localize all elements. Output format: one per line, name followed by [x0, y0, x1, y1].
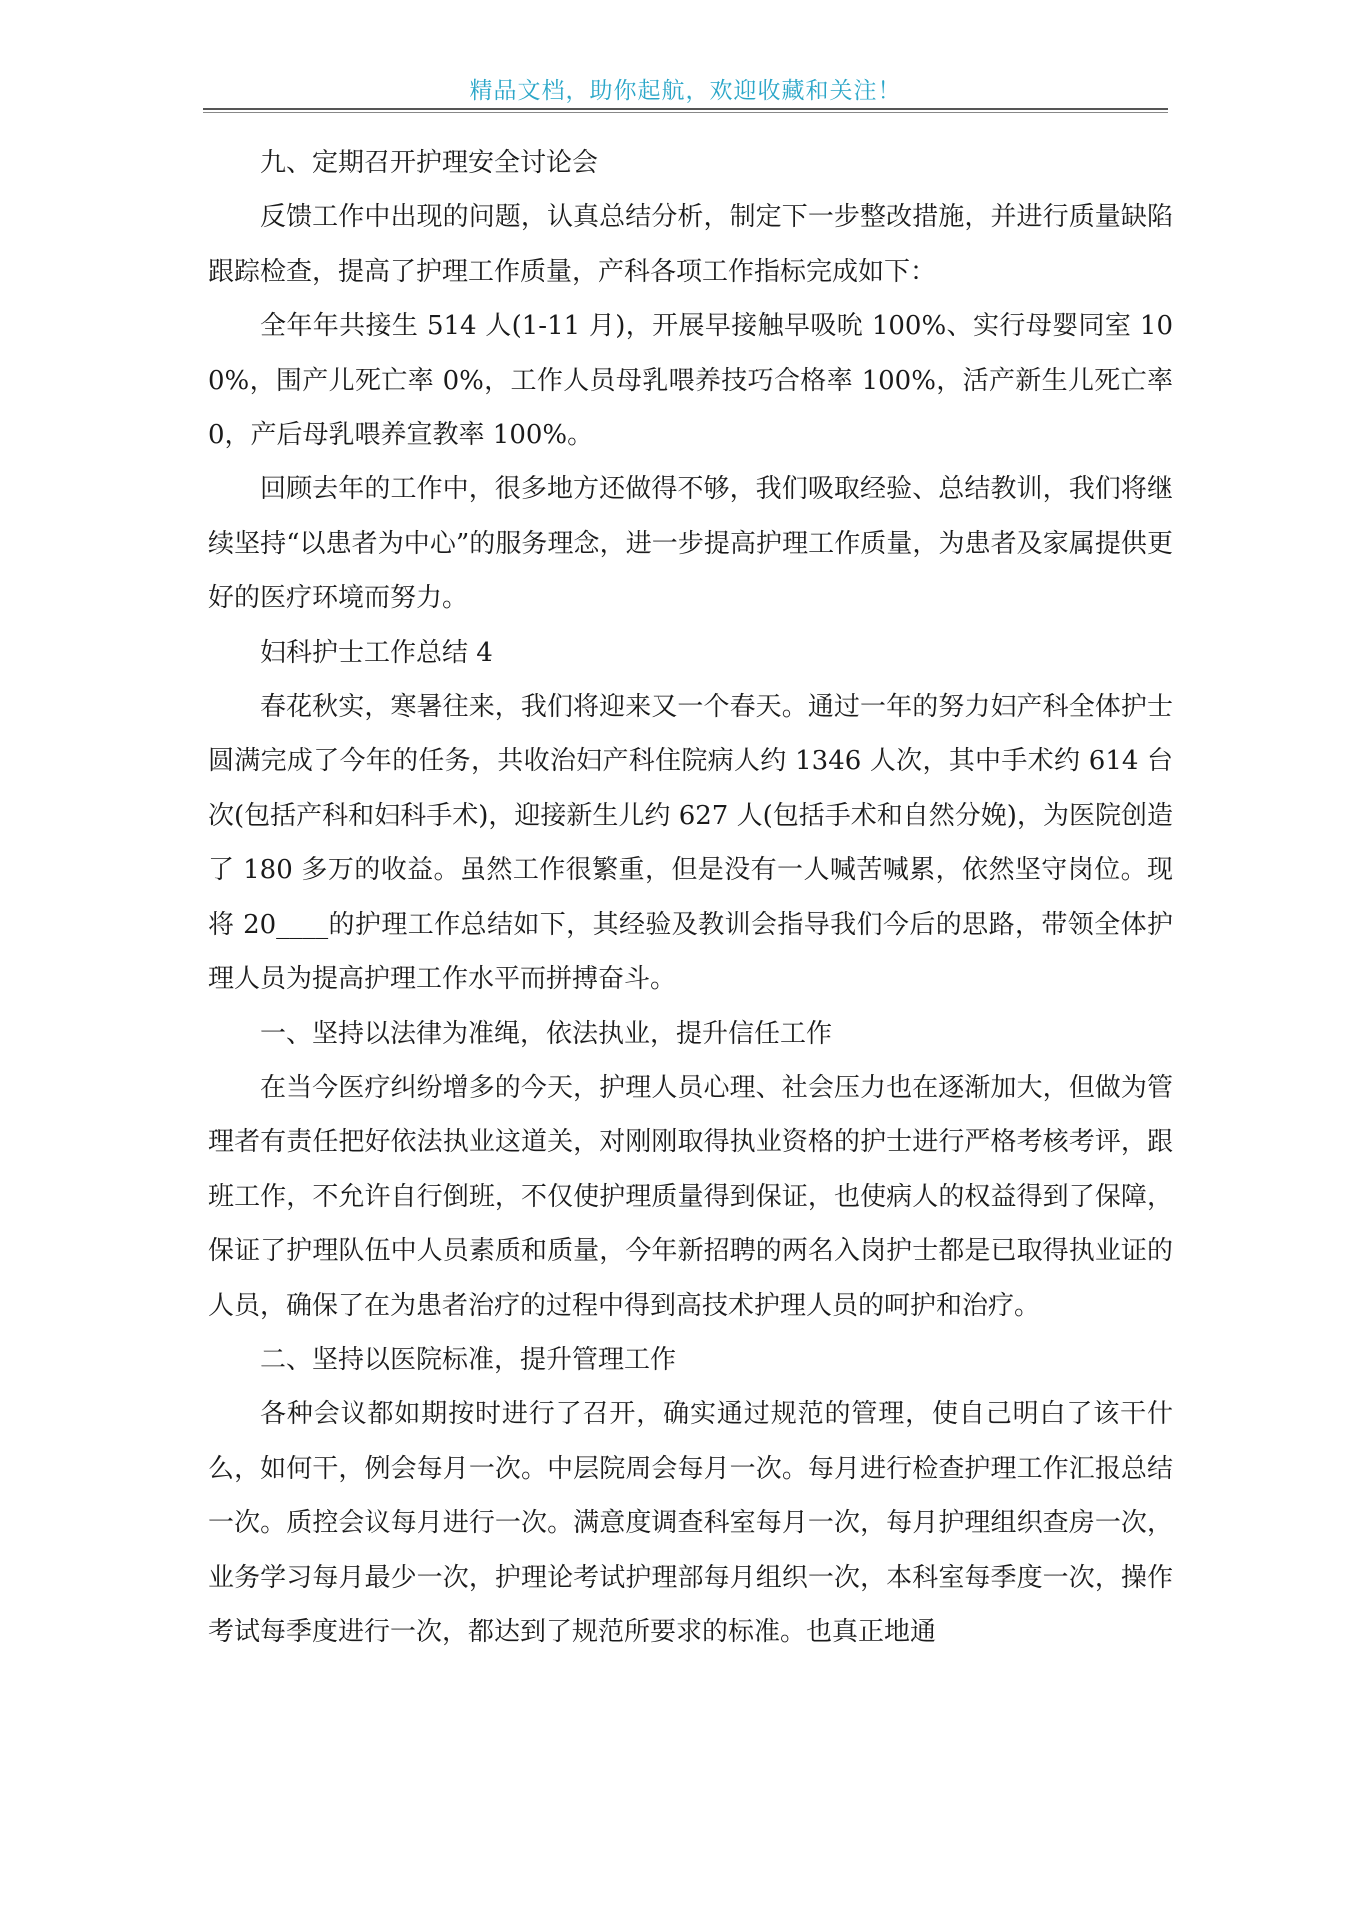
document-body [208, 136, 1173, 1659]
header-divider-thin [203, 112, 1168, 113]
paragraph-management: 各种会议都如期按时进行了召开，确实通过规范的管理，使自己明白了该干什么，如何干，例会每月一次。中层院周会每月一次。每月进行检查护理工作汇报总结一次。质控会议每月进行一次。满意度调查科室每月一次，每月护理组织查房一次，业务学习每月最少一次，护理论考试护理部每月组织一次，本科室每季度一次，操作考试每季度进行一次，都达到了规范所要求的标准。也真正地通 [208, 1399, 1173, 1647]
paragraph-statistics: 全年年共接生 514 人(1-11 月)，开展早接触早吸吮 100%、实行母婴同室 100%，围产儿死亡率 0%，工作人员母乳喂养技巧合格率 100%，活产新生儿死亡率 0，产后母乳喂养宣教率 100%。 [208, 311, 1173, 451]
section-heading-9: 九、定期召开护理安全讨论会 [260, 148, 599, 178]
paragraph-feedback: 反馈工作中出现的问题，认真总结分析，制定下一步整改措施，并进行质量缺陷跟踪检查，提高了护理工作质量，产科各项工作指标完成如下： [208, 202, 1173, 287]
paragraph-review: 回顾去年的工作中，很多地方还做得不够，我们吸取经验、总结教训，我们将继续坚持“以患者为中心”的服务理念，进一步提高护理工作质量，为患者及家属提供更好的医疗环境而努力。 [208, 474, 1173, 614]
header-divider [203, 108, 1168, 110]
document-subtitle: 妇科护士工作总结 4 [260, 637, 493, 668]
page-header-banner: 精品文档，助你起航，欢迎收藏和关注！ [469, 78, 902, 104]
paragraph-legal: 在当今医疗纠纷增多的今天，护理人员心理、社会压力也在逐渐加大，但做为管理者有责任把好依法执业这道关，对刚刚取得执业资格的护士进行严格考核考评，跟班工作，不允许自行倒班，不仅使护理质量得到保证，也使病人的权益得到了保障，保证了护理队伍中人员素质和质量，今年新招聘的两名入岗护士都是已取得执业证的人员，确保了在为患者治疗的过程中得到高技术护理人员的呵护和治疗。 [208, 1072, 1173, 1321]
section-heading-1: 一、坚持以法律为准绳，依法执业，提升信任工作 [260, 1018, 833, 1049]
paragraph-intro: 春花秋实，寒暑往来，我们将迎来又一个春天。通过一年的努力妇产科全体护士圆满完成了今年的任务，共收治妇产科住院病人约 1346 人次，其中手术约 614 台次(包括产科和妇科手术)，迎接新生儿约 627 人(包括手术和自然分娩)，为医院创造了 180 多万的收益。虽然工作很繁重，但是没有一人喊苦喊累，依然坚守岗位。现将 20____的护理工作总结如下，其经验及教训会指导我们今后的思路，带领全体护理人员为提高护理工作水平而拼搏奋斗。 [208, 692, 1174, 995]
section-heading-2: 二、坚持以医院标准，提升管理工作 [260, 1344, 677, 1375]
